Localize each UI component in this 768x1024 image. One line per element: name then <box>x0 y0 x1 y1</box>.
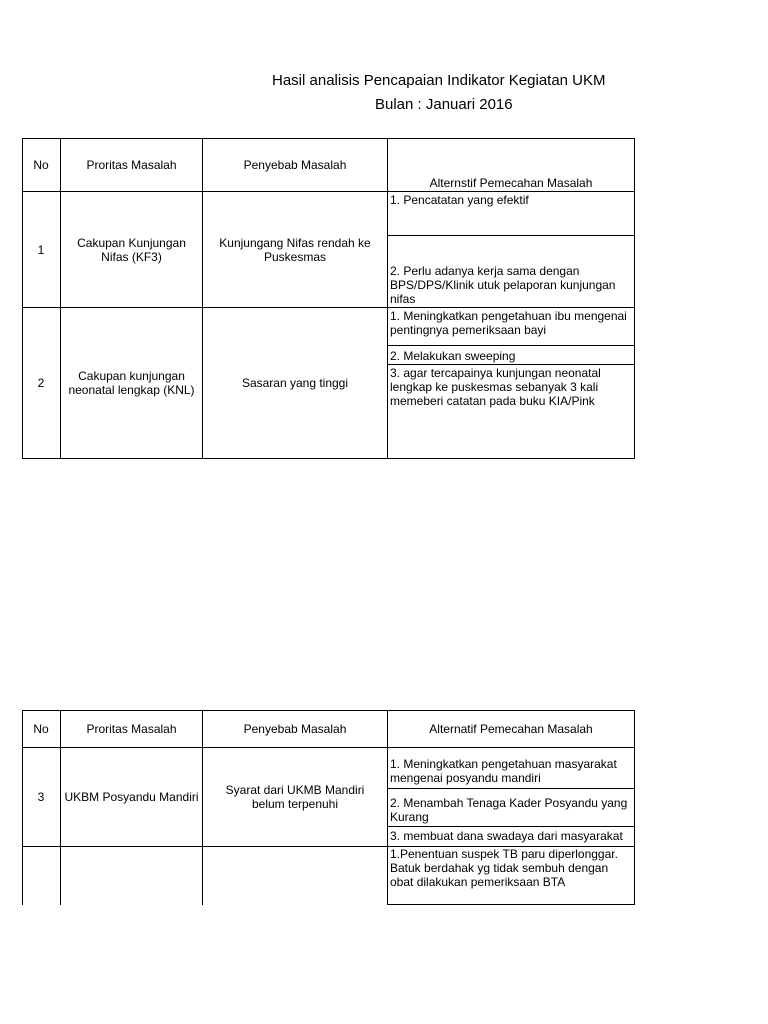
row-2-prioritas: Cakupan kunjungan neonatal lengkap (KNL) <box>68 369 195 397</box>
row-1-penyebab: Kunjungang Nifas rendah ke Puskesmas <box>219 235 371 264</box>
row-2-alternatif-1: 1. Meningkatkan pengetahuan ibu mengenai pentingnya pemeriksaan bayi <box>390 309 627 337</box>
row-1-no: 1 <box>37 242 45 257</box>
header-alternatif: Alternstif Pemecahan Masalah <box>429 176 593 190</box>
header-no: No <box>33 722 49 736</box>
row-1-alternatif-1: 1. Pencatatan yang efektif <box>390 193 529 207</box>
row-3-no: 3 <box>37 790 45 804</box>
row-2-alternatif-2: 2. Melakukan sweeping <box>390 349 516 363</box>
row-2-no: 2 <box>37 376 45 390</box>
row-3-alternatif-3: 3. membuat dana swadaya dari masyarakat <box>390 829 623 843</box>
row-3-prioritas: UKBM Posyandu Mandiri <box>64 790 199 804</box>
page-subtitle: Bulan : Januari 2016 <box>375 96 513 113</box>
row-1-prioritas: Cakupan Kunjungan Nifas (KF3) <box>77 235 186 264</box>
row-3-alternatif-2: 2. Menambah Tenaga Kader Posyandu yang Kurang <box>390 796 628 824</box>
row-3-penyebab: Syarat dari UKMB Mandiri belum terpenuhi <box>225 783 365 811</box>
header-penyebab: Penyebab Masalah <box>243 158 347 172</box>
header-no: No <box>33 158 49 172</box>
row-2-penyebab: Sasaran yang tinggi <box>241 376 349 390</box>
row-4-alternatif-1: 1.Penentuan suspek TB paru diperlonggar. Batuk berdahak yg tidak sembuh dengan obat dilakukan pemeriksaan BTA <box>390 847 618 889</box>
row-1-alternatif-2: 2. Perlu adanya kerja sama dengan BPS/DPS/Klinik utuk pelaporan kunjungan nifas <box>390 264 616 306</box>
row-2-alternatif-3: 3. agar tercapainya kunjungan neonatal lengkap ke puskesmas sebanyak 3 kali memeberi catatan pada buku KIA/Pink <box>390 366 601 408</box>
header-prioritas: Proritas Masalah <box>86 722 177 736</box>
header-alternatif: Alternatif Pemecahan Masalah <box>429 722 593 736</box>
header-penyebab: Penyebab Masalah <box>243 722 347 736</box>
header-prioritas: Proritas Masalah <box>86 158 177 172</box>
page-title: Hasil analisis Pencapaian Indikator Kegiatan UKM <box>272 72 606 89</box>
row-3-alternatif-1: 1. Meningkatkan pengetahuan masyarakat mengenai posyandu mandiri <box>390 757 617 785</box>
